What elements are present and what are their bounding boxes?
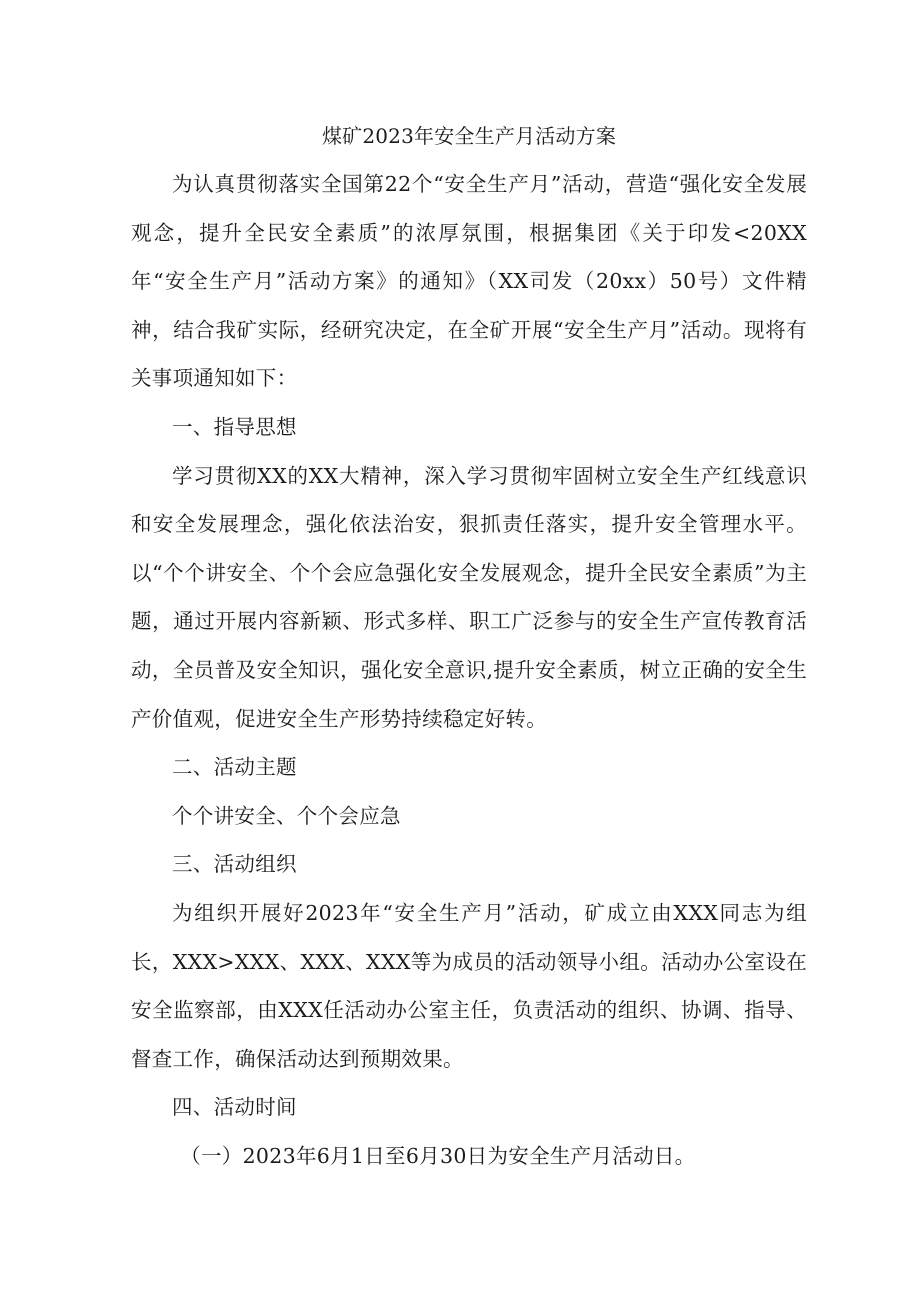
section-body-activity-time: （一）2023年6月1日至6月30日为安全生产月活动日。 <box>180 1143 696 1168</box>
section-heading-guiding-ideology: 一、指导思想 <box>172 414 297 439</box>
intro-paragraph: 为认真贯彻落实全国第22个“安全生产月”活动，营造“强化安全发展观念，提升全民安全素质”的浓厚氛围，根据集团《关于印发<20XX年“安全生产月”活动方案》的通知》（XX司发（20xx）50号）文件精神，结合我矿实际，经研究决定，在全矿开展“安全生产月”活动。现将有关事项通知如下： <box>131 172 807 391</box>
section-body-activity-theme: 个个讲安全、个个会应急 <box>172 803 401 828</box>
section-heading-activity-organization: 三、活动组织 <box>172 852 297 877</box>
section-body-activity-organization: 为组织开展好2023年“安全生产月”活动，矿成立由XXX同志为组长，XXX>XXX、XXX、XXX等为成员的活动领导小组。活动办公室设在安全监察部，由XXX任活动办公室主任，负责活动的组织、协调、指导、督查工作，确保活动达到预期效果。 <box>131 900 807 1071</box>
section-body-guiding-ideology: 学习贯彻XX的XX大精神，深入学习贯彻牢固树立安全生产红线意识和安全发展理念，强化依法治安，狠抓责任落实，提升安全管理水平。以“个个讲安全、个个会应急强化安全发展观念，提升全民安全素质”为主题，通过开展内容新颖、形式多样、职工广泛参与的安全生产宣传教育活动，全员普及安全知识，强化安全意识,提升安全素质，树立正确的安全生产价值观，促进安全生产形势持续稳定好转。 <box>131 463 807 731</box>
document-title: 煤矿2023年安全生产月活动方案 <box>321 124 617 148</box>
section-heading-activity-theme: 二、活动主题 <box>172 755 297 780</box>
document-body <box>131 112 807 1180</box>
section-heading-activity-time: 四、活动时间 <box>172 1095 297 1120</box>
